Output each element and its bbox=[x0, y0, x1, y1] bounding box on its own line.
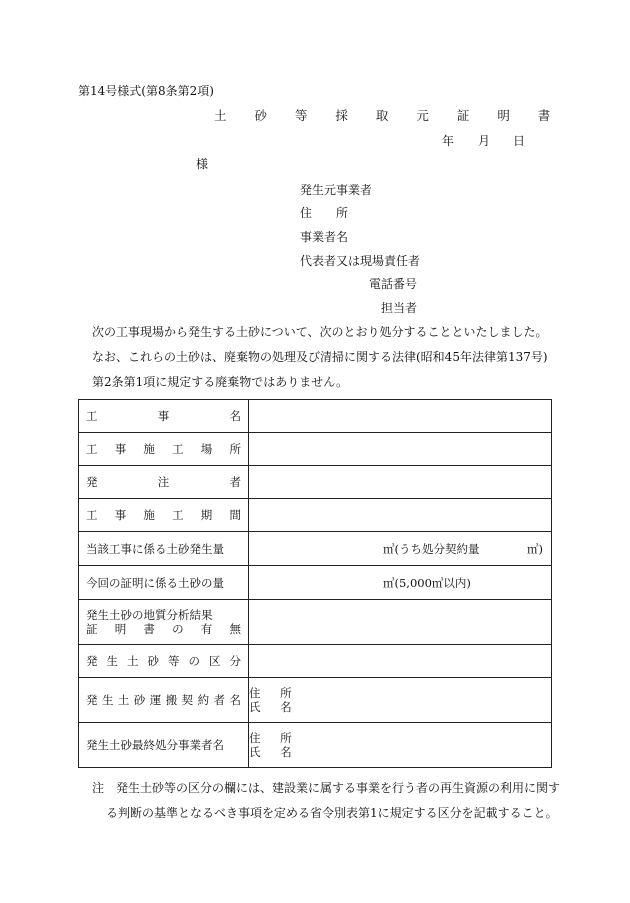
client-field[interactable] bbox=[249, 466, 552, 499]
issuer-address-label: 住 所 bbox=[300, 206, 349, 220]
final-disposal-field[interactable] bbox=[249, 723, 552, 768]
analysis-certificate-field[interactable] bbox=[249, 600, 552, 645]
final-disposal-address-label: 住 所 bbox=[249, 731, 300, 745]
soil-category-field[interactable] bbox=[249, 645, 552, 678]
issuer-org-label: 発生元事業者 bbox=[300, 183, 373, 197]
soil-contract-unit-text: ㎥) bbox=[527, 541, 543, 556]
note-line-2: る判断の基準となるべき事項を定める省令別表第1に規定する区分を記載すること。 bbox=[106, 806, 558, 820]
transport-contractor-name-label: 氏 名 bbox=[249, 700, 300, 714]
date-year-label: 年 bbox=[442, 134, 455, 148]
body-paragraph-1: 次の工事現場から発生する土砂について、次のとおり処分することといたしました。 bbox=[92, 325, 548, 339]
final-disposal-name-label: 氏 名 bbox=[249, 745, 300, 759]
table-row bbox=[79, 466, 552, 499]
table-row bbox=[79, 532, 552, 566]
date-day-label: 日 bbox=[513, 134, 526, 148]
issuer-phone-label: 電話番号 bbox=[369, 277, 418, 291]
table-row bbox=[79, 400, 552, 433]
form-number: 第14号様式(第8条第2項) bbox=[78, 84, 214, 98]
table-row bbox=[79, 433, 552, 466]
note-line-1: 注 発生土砂等の区分の欄には、建設業に属する事業を行う者の再生資源の利用に関す bbox=[92, 781, 561, 795]
client-label: 発 注 者 bbox=[79, 466, 249, 499]
soil-generated-field[interactable] bbox=[249, 532, 552, 566]
transport-contractor-address-label: 住 所 bbox=[249, 686, 300, 700]
analysis-certificate-label-line1: 発生土砂の地質分析結果 bbox=[86, 608, 213, 622]
construction-name-label: 工 事 名 bbox=[79, 400, 249, 433]
analysis-certificate-label-line2: 証 明 書 の 有 無 bbox=[86, 622, 241, 636]
construction-period-label: 工 事 施 工 期 間 bbox=[79, 499, 249, 532]
issuer-business-name-label: 事業者名 bbox=[300, 230, 349, 244]
issuer-representative-label: 代表者又は現場責任者 bbox=[300, 254, 421, 268]
date-month-label: 月 bbox=[478, 134, 491, 148]
soil-generated-label: 当該工事に係る土砂発生量 bbox=[79, 532, 249, 566]
analysis-certificate-label bbox=[79, 600, 249, 645]
document-title: 土 砂 等 採 取 元 証 明 書 bbox=[214, 108, 563, 123]
transport-contractor-label: 発 生 土 砂 運 搬 契 約 者 名 bbox=[79, 678, 249, 723]
form-table bbox=[78, 399, 552, 768]
table-row bbox=[79, 678, 552, 723]
body-paragraph-3: 第2条第1項に規定する廃棄物ではありません。 bbox=[92, 375, 348, 389]
construction-period-field[interactable] bbox=[249, 499, 552, 532]
body-paragraph-2: なお、これらの土砂は、廃棄物の処理及び清掃に関する法律(昭和45年法律第137号) bbox=[92, 350, 548, 364]
construction-site-field[interactable] bbox=[249, 433, 552, 466]
construction-name-field[interactable] bbox=[249, 400, 552, 433]
table-row bbox=[79, 645, 552, 678]
soil-certified-field[interactable] bbox=[249, 566, 552, 600]
recipient-suffix: 様 bbox=[196, 157, 209, 171]
transport-contractor-field[interactable] bbox=[249, 678, 552, 723]
soil-certified-label: 今回の証明に係る土砂の量 bbox=[79, 566, 249, 600]
soil-certified-unit-text: ㎥(5,000㎥以内) bbox=[383, 575, 471, 590]
soil-category-label: 発 生 土 砂 等 の 区 分 bbox=[79, 645, 249, 678]
final-disposal-label: 発生土砂最終処分事業者名 bbox=[79, 723, 249, 768]
soil-generated-unit-text: ㎥(うち処分契約量 bbox=[383, 541, 480, 556]
construction-site-label: 工 事 施 工 場 所 bbox=[79, 433, 249, 466]
table-row bbox=[79, 566, 552, 600]
table-row bbox=[79, 499, 552, 532]
table-row bbox=[79, 600, 552, 645]
table-row bbox=[79, 723, 552, 768]
issuer-person-in-charge-label: 担当者 bbox=[381, 301, 418, 315]
